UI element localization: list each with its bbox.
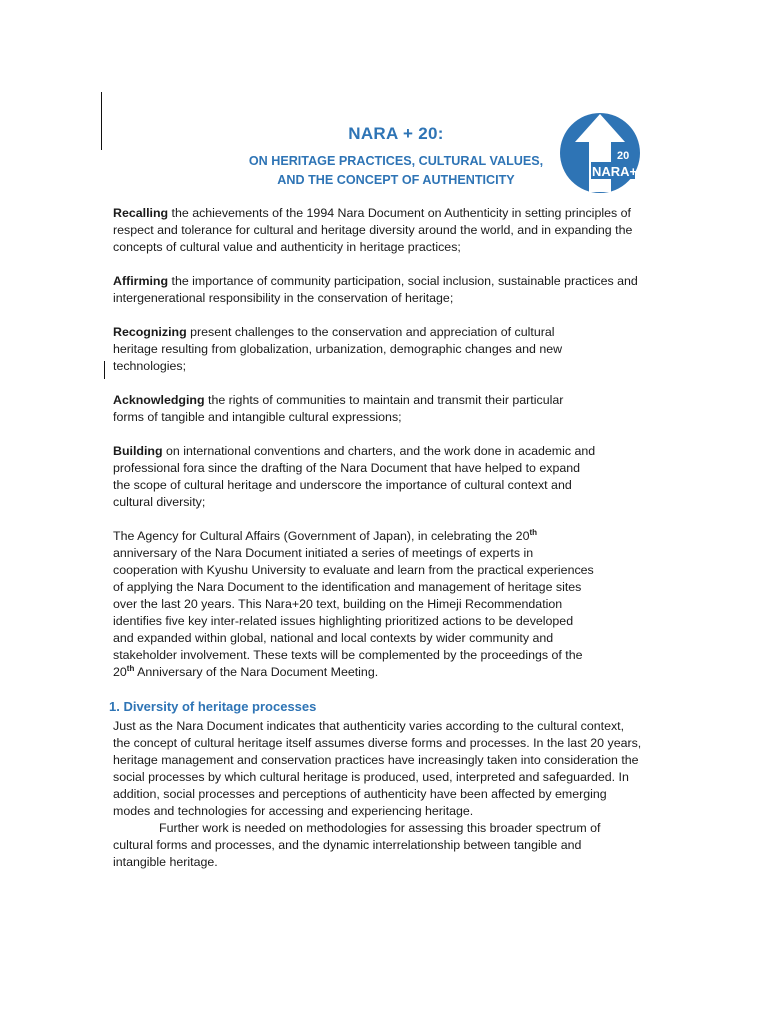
paragraph-recognizing: [113, 324, 661, 375]
text-cursor: [104, 361, 105, 379]
text-line: Just as the Nara Document indicates that authenticity varies according to the cultural context,: [113, 719, 625, 733]
text-line: technologies;: [113, 359, 187, 373]
text-line: Anniversary of the Nara Document Meeting.: [134, 665, 379, 679]
text-line: cultural forms and processes, and the dynamic interrelationship between tangible and: [113, 838, 582, 852]
text-line: anniversary of the Nara Document initiated a series of meetings of experts in: [113, 546, 534, 560]
paragraph-building: [113, 443, 661, 511]
text-line: the rights of communities to maintain and transmit their particular: [204, 393, 564, 407]
text-line: the importance of community participation, social inclusion, sustainable practices and: [168, 274, 638, 288]
text-line: present challenges to the conservation and appreciation of cultural: [186, 325, 555, 339]
lead-word: Affirming: [113, 274, 169, 288]
logo-wordmark: NARA+: [592, 164, 638, 179]
subtitle-line: AND THE CONCEPT OF AUTHENTICITY: [277, 173, 515, 187]
document-body: [109, 205, 661, 871]
text-line: cultural diversity;: [113, 495, 206, 509]
paragraph-agency: [113, 528, 661, 681]
logo-number: 20: [617, 150, 630, 162]
text-line: professional fora since the drafting of the Nara Document that have helped to expand: [113, 461, 581, 475]
section-paragraph: [113, 718, 661, 871]
text-line: the scope of cultural heritage and underscore the importance of cultural context and: [113, 478, 572, 492]
paragraph-acknowledging: [113, 392, 661, 426]
text-line: cooperation with Kyushu University to evaluate and learn from the practical experiences: [113, 563, 594, 577]
lead-word: Acknowledging: [113, 393, 205, 407]
text-line: addition, social processes and perceptions of authenticity have been affected by emerging: [113, 787, 607, 801]
page-subtitle: [206, 152, 586, 190]
text-line: over the last 20 years. This Nara+20 text, building on the Himeji Recommendation: [113, 597, 563, 611]
text-line: concepts of cultural value and authenticity in heritage practices;: [113, 240, 461, 254]
text-cursor: [101, 92, 102, 150]
text-line: social processes by which cultural heritage is produced, used, interpreted and safeguarded. In: [113, 770, 629, 784]
text-line: The Agency for Cultural Affairs (Government of Japan), in celebrating the 20: [113, 529, 530, 543]
text-line: intergenerational responsibility in the conservation of heritage;: [113, 291, 454, 305]
text-line: on international conventions and charters, and the work done in academic and: [162, 444, 596, 458]
subtitle-line: ON HERITAGE PRACTICES, CULTURAL VALUES,: [248, 154, 544, 168]
text-line: identifies five key inter-related issues highlighting prioritized actions to be developed: [113, 614, 574, 628]
text-line: heritage resulting from globalization, urbanization, demographic changes and new: [113, 342, 563, 356]
text-line: intangible heritage.: [113, 855, 218, 869]
paragraph-affirming: [113, 273, 661, 307]
text-line: stakeholder involvement. These texts will be complemented by the proceedings of the: [113, 648, 583, 662]
text-line: 20: [113, 665, 127, 679]
text-line: Further work is needed on methodologies for assessing this broader spectrum of: [159, 821, 601, 835]
nara-plus-20-logo: [551, 104, 649, 202]
text-line: forms of tangible and intangible cultural expressions;: [113, 410, 402, 424]
section-heading: 1. Diversity of heritage processes: [109, 699, 317, 714]
text-line: heritage management and conservation practices have increasingly taken into consideration the: [113, 753, 639, 767]
paragraph-recalling: [113, 205, 661, 256]
text-line: modes and technologies for accessing and experiencing heritage.: [113, 804, 474, 818]
lead-word: Recalling: [113, 206, 169, 220]
title-block: [206, 124, 586, 190]
lead-word: Building: [113, 444, 163, 458]
text-line: the concept of cultural heritage itself assumes diverse forms and processes. In the last 20 years,: [113, 736, 642, 750]
text-line: and expanded within global, national and local contexts by wider community and: [113, 631, 554, 645]
page-title: NARA + 20:: [348, 124, 444, 143]
ordinal-suffix: th: [126, 663, 135, 673]
text-line: the achievements of the 1994 Nara Document on Authenticity in setting principles of: [168, 206, 631, 220]
lead-word: Recognizing: [113, 325, 187, 339]
text-line: of applying the Nara Document to the identification and management of heritage sites: [113, 580, 582, 594]
text-line: respect and tolerance for cultural and heritage diversity around the world, and in expanding the: [113, 223, 633, 237]
ordinal-suffix: th: [529, 527, 538, 537]
